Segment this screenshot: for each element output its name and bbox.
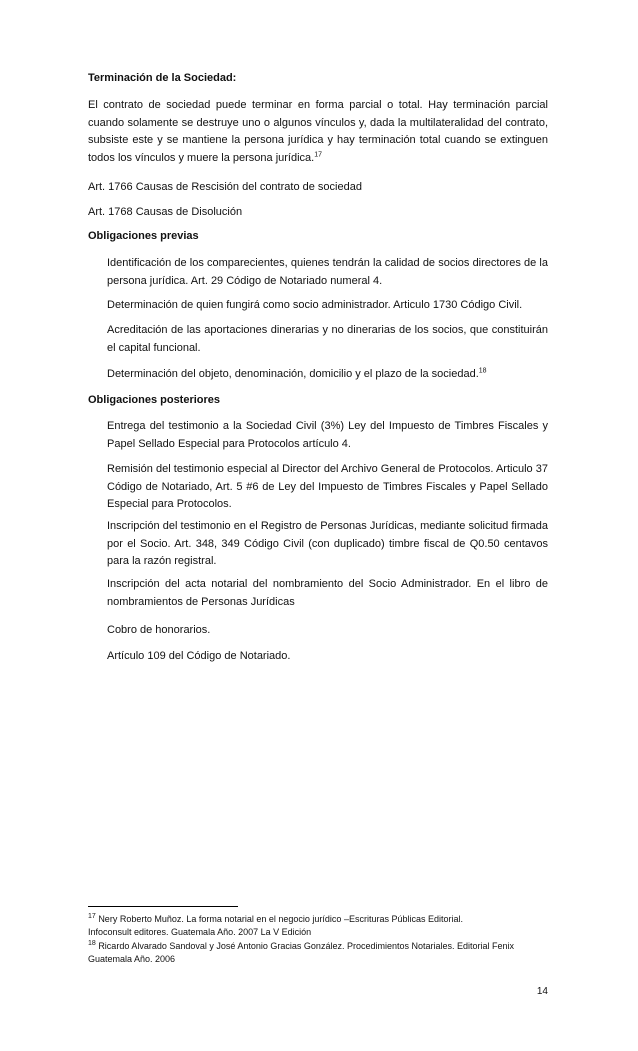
after-item: Entrega del testimonio a la Sociedad Civil (3%) Ley del Impuesto de Timbres Fiscales y Papel Sellado Especial para Protocolos artículo 4. xyxy=(107,420,548,450)
termination-paragraph-text: El contrato de sociedad puede terminar en forma parcial o total. Hay terminación parcial cuando solamente se destruye uno o algunos vínculos y, dada la multilateralidad del contrato, subsiste este y se mantiene la persona jurídica y hay terminación total cuando se extinguen todos los vínculos y muere la persona jurídica. xyxy=(88,99,548,164)
footnote-ref-18: 18 xyxy=(478,367,487,375)
prior-item: Acreditación de las aportaciones dinerarias y no dinerarias de los socios, que constituirán el capital funcional. xyxy=(107,324,548,354)
prior-item: Determinación de quien fungirá como socio administrador. Articulo 1730 Código Civil. xyxy=(107,299,523,311)
footnote-ref-17: 17 xyxy=(314,150,323,158)
footnote-number: 18 xyxy=(88,940,96,947)
section-heading-termination: Terminación de la Sociedad: xyxy=(88,72,237,84)
section-heading-prior-obligations: Obligaciones previas xyxy=(88,230,199,242)
footnote-18 xyxy=(88,940,558,966)
footnote-line: Nery Roberto Muñoz. La forma notarial en el negocio jurídico –Escrituras Públicas Editorial. xyxy=(98,914,463,924)
footnote-line: Infoconsult editores. Guatemala Año. 2007 La V Edición xyxy=(88,927,312,937)
prior-item-text: Determinación del objeto, denominación, domicilio y el plazo de la sociedad. xyxy=(107,368,479,380)
after-item: Artículo 109 del Código de Notariado. xyxy=(107,650,291,662)
section-heading-after-obligations: Obligaciones posteriores xyxy=(88,394,221,406)
footnote-line: Ricardo Alvarado Sandoval y José Antonio Gracias González. Procedimientos Notariales. Editorial Fenix xyxy=(98,941,515,951)
prior-item: Identificación de los comparecientes, quienes tendrán la calidad de socios directores de la persona jurídica. Art. 29 Código de Notariado numeral 4. xyxy=(107,257,548,287)
after-item: Inscripción del testimonio en el Registro de Personas Jurídicas, mediante solicitud firmada por el Socio. Art. 348, 349 Código Civil (con duplicado) timbre fiscal de Q0.50 centavos para la razón registral. xyxy=(107,520,548,567)
footnote-number: 17 xyxy=(88,913,96,920)
footnote-line: Guatemala Año. 2006 xyxy=(88,954,176,964)
art-1768-line: Art. 1768 Causas de Disolución xyxy=(88,206,243,218)
footnote-separator xyxy=(88,906,238,907)
after-item: Inscripción del acta notarial del nombramiento del Socio Administrador. En el libro de nombramientos de Personas Jurídicas xyxy=(107,578,548,608)
termination-paragraph xyxy=(88,97,548,167)
footnote-17 xyxy=(88,913,558,939)
prior-item xyxy=(107,366,548,384)
after-item: Cobro de honorarios. xyxy=(107,624,211,636)
art-1766-line: Art. 1766 Causas de Rescisión del contrato de sociedad xyxy=(88,181,362,193)
after-item: Remisión del testimonio especial al Director del Archivo General de Protocolos. Articulo 37 Código de Notariado, Art. 5 #6 de Ley del Impuesto de Timbres Fiscales y Papel Sellado Especial para Protocolos. xyxy=(107,463,548,510)
page-number: 14 xyxy=(536,986,548,997)
